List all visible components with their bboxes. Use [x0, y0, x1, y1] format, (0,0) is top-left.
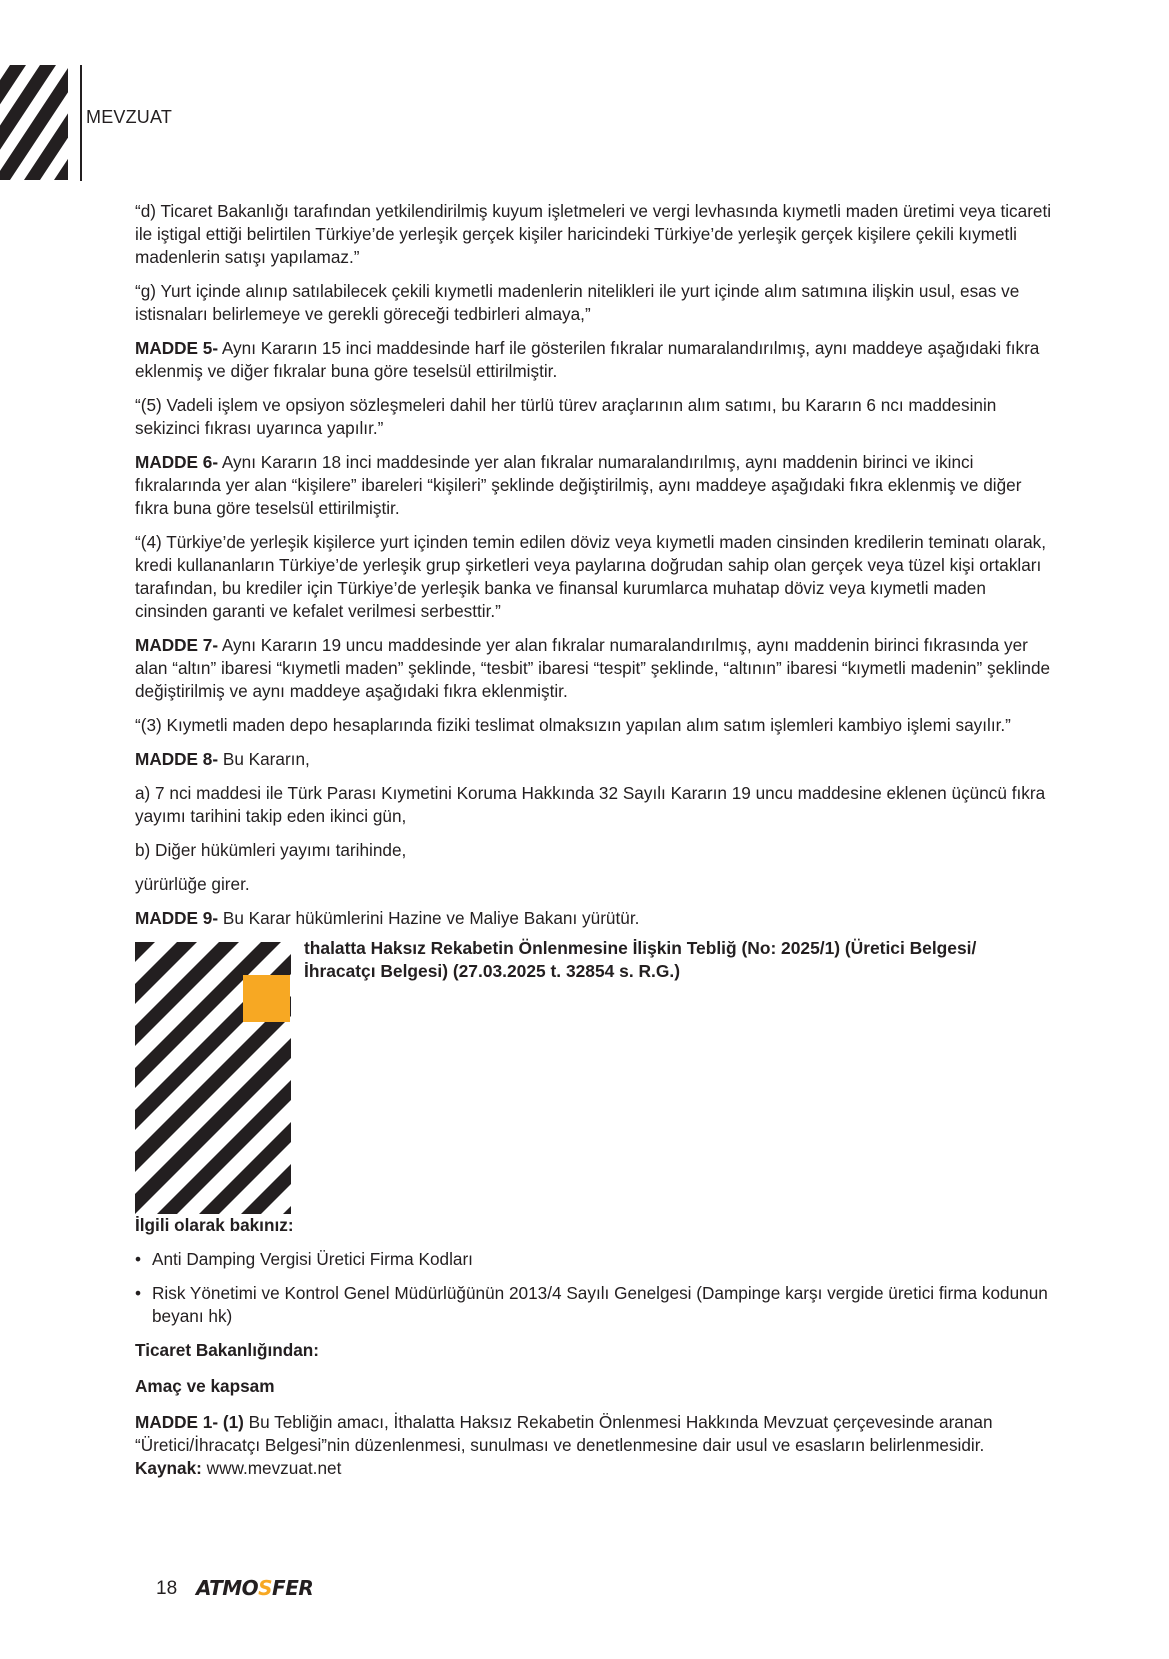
paragraph-text: a) 7 nci maddesi ile Türk Parası Kıymetini Koruma Hakkında 32 Sayılı Kararın 19 uncu maddesine eklenen üçüncü fıkra yayımı tarihini takip eden ikinci gün, — [135, 783, 1046, 826]
paragraph — [135, 531, 1055, 623]
paragraph — [135, 907, 1055, 930]
paragraph-text: “g) Yurt içinde alınıp satılabilecek çekili kıymetli madenlerin nitelikleri ile yurt içinde alım satımına ilişkin usul, esas ve istisnaları belirlemeye ve gerekli göreceği tedbirleri almaya,” — [135, 281, 1020, 324]
see-also-heading: İlgili olarak bakınız: — [135, 1215, 294, 1235]
section-label: MEVZUAT — [86, 107, 173, 127]
paragraph — [135, 873, 1055, 896]
accent-square — [243, 975, 290, 1022]
paragraph-list — [135, 200, 1055, 930]
source-label: Kaynak: — [135, 1458, 202, 1478]
news-title: thalatta Haksız Rekabetin Önlenmesine İlişkin Tebliğ (No: 2025/1) (Üretici Belgesi/ İhracatçı Belgesi) (27.03.2025 t. 32854 s. R.G.) — [304, 938, 977, 981]
paragraph — [135, 714, 1055, 737]
see-also-list — [135, 1248, 1055, 1328]
article-text: Bu Tebliğin amacı, İthalatta Haksız Rekabetin Önlenmesi Hakkında Mevzuat çerçevesinde aranan “Üretici/İhracatçı Belgesi”nin düzenlenmesi, sunulması ve denetlenmesine dair usul ve esasların belirlenmesidir. — [135, 1412, 993, 1455]
paragraph-lead: MADDE 7- — [135, 635, 219, 655]
paragraph-text: Aynı Kararın 15 inci maddesinde harf ile gösterilen fıkralar numaralandırılmış, aynı maddeye aşağıdaki fıkra eklenmiş ve diğer fıkralar buna göre teselsül ettirilmiştir. — [135, 338, 1040, 381]
paragraph — [135, 200, 1055, 269]
header-stripes-graphic — [0, 65, 68, 180]
article-paragraph — [135, 1411, 1055, 1457]
section-heading: Amaç ve kapsam — [135, 1376, 275, 1396]
list-item[interactable] — [135, 1248, 1055, 1271]
paragraph-text: Aynı Kararın 18 inci maddesinde yer alan fıkralar numaralandırılmış, aynı maddenin birinci ve ikinci fıkralarında yer alan “kişilere” ibareleri “kişileri” şeklinde değiştirilmiş, aynı maddeye aşağıdaki fıkra eklenmiş ve diğer fıkra buna göre teselsül ettirilmiştir. — [135, 452, 1022, 518]
paragraph-text: “d) Ticaret Bakanlığı tarafından yetkilendirilmiş kuyum işletmeleri ve vergi levhasında kıymetli maden üretimi veya ticareti ile iştigal ettiği belirtilen Türkiye’de yerleşik gerçek kişiler haricindeki Türkiye’de yerleşik gerçek kişilere çekili kıymetli madenlerin satışı yapılamaz.” — [135, 201, 1052, 267]
paragraph-lead: MADDE 6- — [135, 452, 219, 472]
list-item-text: Anti Damping Vergisi Üretici Firma Kodları — [152, 1249, 473, 1269]
header-rule — [80, 65, 82, 181]
paragraph — [135, 280, 1055, 326]
paragraph-text: “(3) Kıymetli maden depo hesaplarında fiziki teslimat olmaksızın yapılan alım satım işlemleri kambiyo işlemi sayılır.” — [135, 715, 1011, 735]
source-line — [135, 1457, 1055, 1480]
bullet-icon: • — [135, 1249, 142, 1269]
paragraph-text: yürürlüğe girer. — [135, 874, 250, 894]
atmosfer-logo — [196, 1576, 313, 1600]
paragraph-text: b) Diğer hükümleri yayımı tarihinde, — [135, 840, 407, 860]
article-lead: MADDE 1- (1) — [135, 1412, 244, 1432]
paragraph — [135, 748, 1055, 771]
paragraph-text: Bu Kararın, — [218, 749, 310, 769]
bullet-icon: • — [135, 1283, 142, 1303]
paragraph-text: “(4) Türkiye’de yerleşik kişilerce yurt içinden temin edilen döviz veya kıymetli maden cinsinden kredilerin teminatı olarak, kredi kullananların Türkiye’de yerleşik grup şirketleri veya paylarına doğrudan sahip olan gerçek veya tüzel kişi ortakları tarafından, bu krediler için Türkiye’de yerleşik banka ve finansal kurumlarca muhatap döviz veya kıymetli maden cinsinden garanti ve kefalet verilmesi serbesttir.” — [135, 532, 1046, 621]
page-number: 18 — [156, 1578, 178, 1599]
list-item[interactable] — [135, 1282, 1055, 1328]
paragraph-lead: MADDE 9- — [135, 908, 219, 928]
paragraph — [135, 337, 1055, 383]
paragraph — [135, 634, 1055, 703]
list-item-text: Risk Yönetimi ve Kontrol Genel Müdürlüğünün 2013/4 Sayılı Genelgesi (Dampinge karşı vergide üretici firma kodunun beyanı hk) — [152, 1283, 1048, 1326]
logo-text-accent: S — [258, 1576, 273, 1600]
paragraph — [135, 839, 1055, 862]
paragraph — [135, 451, 1055, 520]
ministry-heading: Ticaret Bakanlığından: — [135, 1340, 320, 1360]
source-value[interactable]: www.mevzuat.net — [201, 1458, 342, 1478]
logo-text-end: FER — [272, 1576, 314, 1600]
paragraph-text: “(5) Vadeli işlem ve opsiyon sözleşmeleri dahil her türlü türev araçlarının alım satımı, bu Kararın 6 ncı maddesinin sekizinci fıkrası uyarınca yapılır.” — [135, 395, 997, 438]
paragraph — [135, 394, 1055, 440]
paragraph-text: Bu Karar hükümlerini Hazine ve Maliye Bakanı yürütür. — [218, 908, 640, 928]
news-block — [135, 937, 1055, 1214]
paragraph-lead: MADDE 8- — [135, 749, 219, 769]
document-body — [135, 200, 1055, 1491]
paragraph — [135, 782, 1055, 828]
logo-text-start: ATMO — [196, 1576, 259, 1600]
paragraph-lead: MADDE 5- — [135, 338, 219, 358]
paragraph-text: Aynı Kararın 19 uncu maddesinde yer alan fıkralar numaralandırılmış, aynı maddenin birinci fıkrasında yer alan “altın” ibaresi “kıymetli maden” şeklinde, “tesbit” ibaresi “tespit” şeklinde, “altının” ibaresi “kıymetli madenin” şeklinde değiştirilmiş ve aynı maddeye aşağıdaki fıkra eklenmiştir. — [135, 635, 1051, 701]
